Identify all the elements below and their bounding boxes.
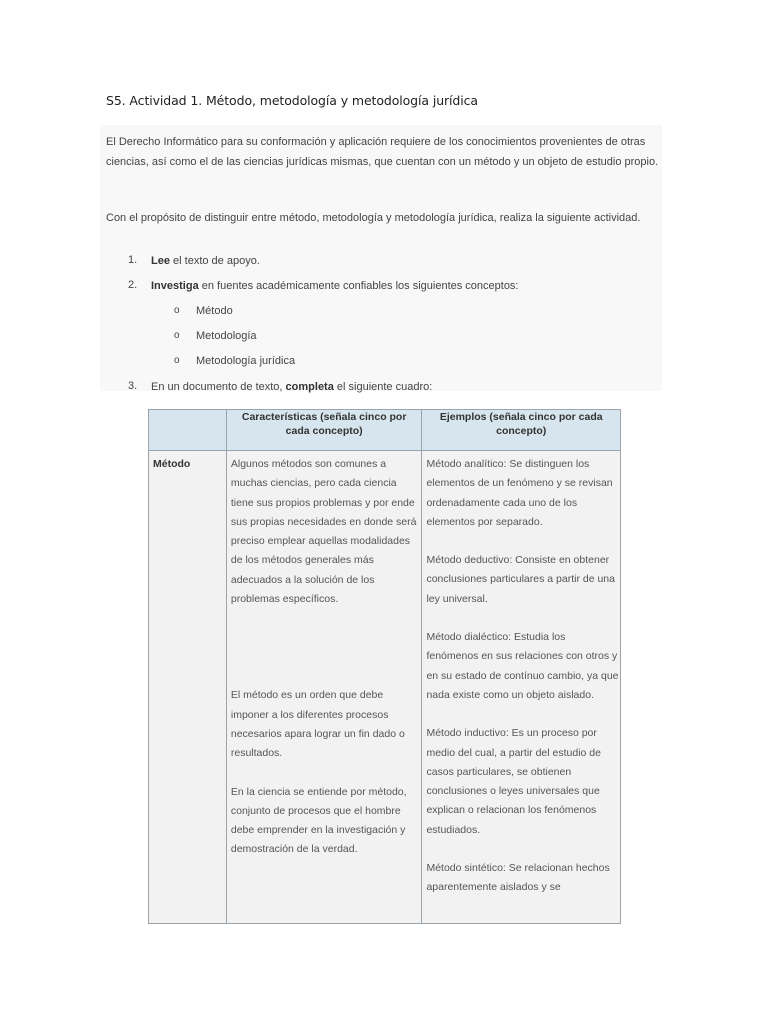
row-label: Método [153, 458, 191, 470]
step-keyword: Lee [151, 255, 170, 267]
concept-item: Metodología [196, 330, 257, 342]
concept-item: Método [196, 305, 233, 317]
bullet-marker: o [174, 355, 180, 366]
characteristic-text: En la ciencia se entiende por método, conjunto de procesos que el hombre debe emprender en la investigación y demostración de la verdad. [230, 785, 407, 856]
concepts-table [148, 409, 621, 924]
step-prefix: En un documento de texto, [151, 381, 286, 393]
characteristics-cell [226, 451, 422, 924]
step-keyword: Investiga [151, 280, 199, 292]
table-header-row [149, 410, 621, 451]
step-number: 1. [128, 254, 138, 266]
example-text: Método dialéctico: Estudia los fenómenos en sus relaciones con otros y en su estado de contínuo cambio, ya que nada existe como un objeto aislado. [426, 631, 619, 701]
step-item [151, 279, 519, 293]
step-item [151, 254, 260, 268]
intro-paragraph: El Derecho Informático para su conformación y aplicación requiere de los conocimientos provenientes de otras ciencias, así como el de las ciencias jurídicas mismas, que cuentan con un método y un objeto de estudio propio. [106, 136, 659, 168]
step-text: el texto de apoyo. [169, 255, 260, 267]
bullet-marker: o [174, 305, 180, 316]
step-item [151, 380, 432, 394]
concept-item: Metodología jurídica [196, 355, 296, 367]
step-number: 3. [128, 380, 138, 392]
characteristic-text: Algunos métodos son comunes a muchas ciencias, pero cada ciencia tiene sus propios problemas y por ende sus propias necesidades en donde será preciso emplear aquellas modalidades de los métodos generales más adecuados a la solución de los problemas específicos. [230, 458, 417, 606]
table-header-cell [149, 410, 227, 451]
table-row [149, 451, 621, 924]
purpose-paragraph: Con el propósito de distinguir entre método, metodología y metodología jurídica, realiza la siguiente actividad. [106, 212, 641, 224]
example-text: Método sintético: Se relacionan hechos aparentemente aislados y se [426, 862, 610, 894]
characteristic-text: El método es un orden que debe imponer a los diferentes procesos necesarios apara lograr un fin dado o resultados. [230, 689, 405, 760]
examples-cell [422, 451, 621, 924]
example-text: Método analítico: Se distinguen los elementos de un fenómeno y se revisan ordenadamente cada uno de los elementos por separado. [426, 458, 613, 528]
step-text: en fuentes académicamente confiables los siguientes conceptos: [198, 280, 519, 292]
table-header-cell: Características (señala cinco por cada concepto) [226, 410, 422, 451]
row-label-cell [149, 451, 227, 924]
page-title: S5. Actividad 1. Método, metodología y metodología jurídica [106, 93, 478, 108]
step-keyword: completa [285, 381, 334, 393]
table-header-cell: Ejemplos (señala cinco por cada concepto) [422, 410, 621, 451]
step-number: 2. [128, 279, 138, 291]
bullet-marker: o [174, 330, 180, 341]
example-text: Método deductivo: Consiste en obtener conclusiones particulares a partir de una ley universal. [426, 554, 615, 605]
example-text: Método inductivo: Es un proceso por medio del cual, a partir del estudio de casos particulares, se obtienen conclusiones o leyes universales que explican o relacionan los fenómenos estudiados. [426, 727, 601, 836]
step-text: el siguiente cuadro: [333, 381, 433, 393]
